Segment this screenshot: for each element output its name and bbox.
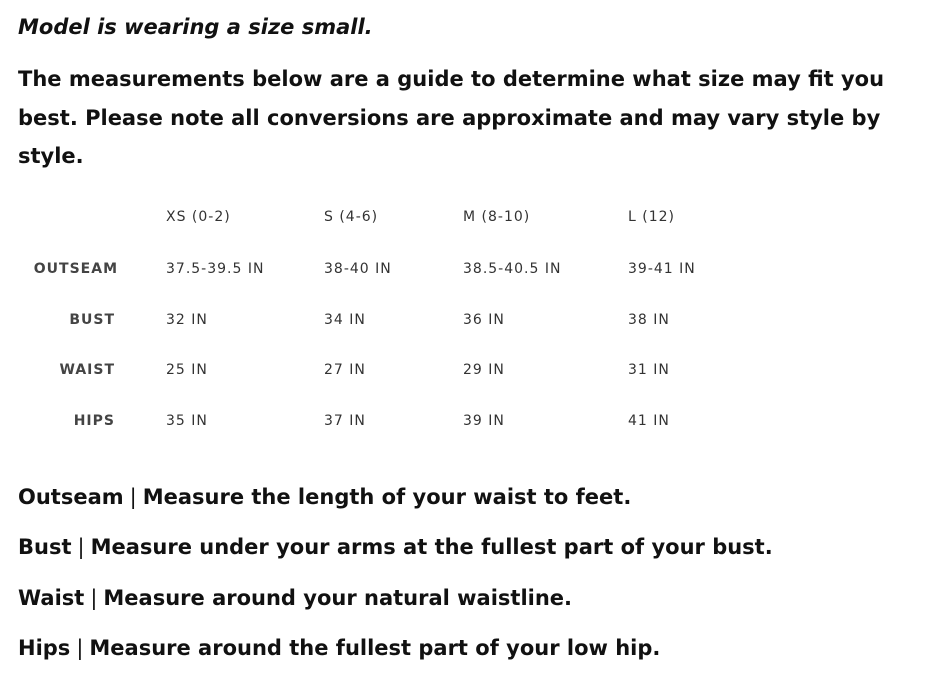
row-header-bust: BUST xyxy=(69,312,115,328)
hips-m: 39 IN xyxy=(463,413,505,429)
bust-xs: 32 IN xyxy=(166,312,208,328)
guide-outseam xyxy=(18,482,631,512)
outseam-s: 38-40 IN xyxy=(324,261,392,277)
row-header-outseam: OUTSEAM xyxy=(33,261,118,277)
guide-waist xyxy=(18,583,572,613)
hips-xs: 35 IN xyxy=(166,413,208,429)
guide-description: Measure around your natural waistline. xyxy=(103,586,573,610)
outseam-m: 38.5-40.5 IN xyxy=(463,261,562,277)
col-header-xs: XS (0-2) xyxy=(166,209,231,225)
guide-separator: | xyxy=(129,485,137,509)
guide-term: Hips xyxy=(18,636,71,660)
bust-m: 36 IN xyxy=(463,312,505,328)
row-header-waist: WAIST xyxy=(59,362,115,378)
outseam-xs: 37.5-39.5 IN xyxy=(166,261,265,277)
guide-separator: | xyxy=(90,586,98,610)
col-header-l: L (12) xyxy=(628,209,675,225)
guide-hips xyxy=(18,633,660,663)
waist-m: 29 IN xyxy=(463,362,505,378)
waist-xs: 25 IN xyxy=(166,362,208,378)
row-header-hips: HIPS xyxy=(73,413,115,429)
size-guide-intro: The measurements below are a guide to determine what size may fit you best. Please note all conversions are approximate and may vary style by style. xyxy=(18,67,885,168)
guide-separator: | xyxy=(77,535,85,559)
guide-description: Measure around the fullest part of your low hip. xyxy=(89,636,661,660)
guide-term: Waist xyxy=(18,586,85,610)
guide-separator: | xyxy=(76,636,84,660)
col-header-s: S (4-6) xyxy=(324,209,379,225)
hips-l: 41 IN xyxy=(628,413,670,429)
guide-description: Measure the length of your waist to feet. xyxy=(142,485,632,509)
col-header-m: M (8-10) xyxy=(463,209,531,225)
model-size-note: Model is wearing a size small. xyxy=(18,15,373,39)
guide-description: Measure under your arms at the fullest part of your bust. xyxy=(90,535,773,559)
bust-l: 38 IN xyxy=(628,312,670,328)
waist-s: 27 IN xyxy=(324,362,366,378)
guide-term: Outseam xyxy=(18,485,124,509)
outseam-l: 39-41 IN xyxy=(628,261,696,277)
waist-l: 31 IN xyxy=(628,362,670,378)
bust-s: 34 IN xyxy=(324,312,366,328)
guide-bust xyxy=(18,532,773,562)
hips-s: 37 IN xyxy=(324,413,366,429)
guide-term: Bust xyxy=(18,535,72,559)
